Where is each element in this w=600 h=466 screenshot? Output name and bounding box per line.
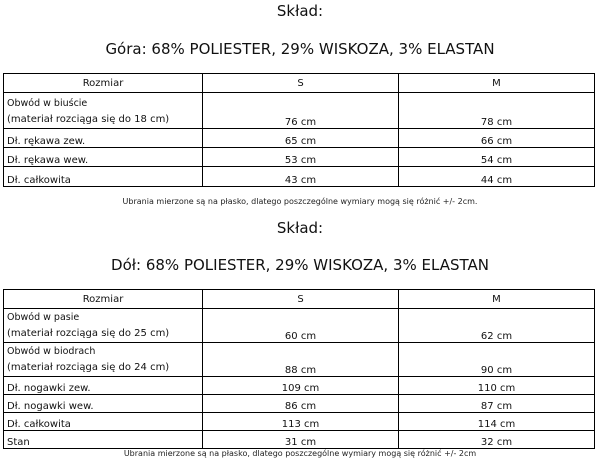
top-section-heading: Skład: xyxy=(276,2,324,20)
row-label: Dł. nogawki zew. xyxy=(4,377,203,395)
header-size-label: Rozmiar xyxy=(4,290,203,309)
value-s: 65 cm xyxy=(203,129,399,148)
row-label: Dł. rękawa wew. xyxy=(4,148,203,167)
row-label: Stan xyxy=(4,431,203,449)
row-label: Dł. rękawa zew. xyxy=(4,129,203,148)
row-label: Dł. całkowita xyxy=(4,167,203,187)
top-size-table xyxy=(3,73,595,187)
value-m: 114 cm xyxy=(399,413,595,431)
bottom-section-heading: Skład: xyxy=(276,219,324,237)
row-label: Dł. całkowita xyxy=(4,413,203,431)
value-m: 87 cm xyxy=(399,395,595,413)
table-row xyxy=(4,395,595,413)
row-label-line2: (materiał rozciąga się do 18 cm) xyxy=(7,114,170,125)
row-label xyxy=(4,343,203,377)
value-m: 44 cm xyxy=(399,167,595,187)
value-s: 60 cm xyxy=(203,309,399,343)
table-row xyxy=(4,377,595,395)
top-measurement-note: Ubrania mierzone są na płasko, dlatego poszczególne wymiary mogą się różnić +/- 2cm. xyxy=(122,197,478,206)
header-size-label: Rozmiar xyxy=(4,74,203,93)
value-m: 90 cm xyxy=(399,343,595,377)
value-s: 88 cm xyxy=(203,343,399,377)
value-s: 53 cm xyxy=(203,148,399,167)
value-s: 113 cm xyxy=(203,413,399,431)
top-composition: Góra: 68% POLIESTER, 29% WISKOZA, 3% ELASTAN xyxy=(105,40,495,58)
value-s: 76 cm xyxy=(203,93,399,129)
value-s: 86 cm xyxy=(203,395,399,413)
table-row xyxy=(4,167,595,187)
row-label-line1: Obwód w biodrach xyxy=(7,346,96,357)
bottom-size-table xyxy=(3,289,595,449)
table-header-row xyxy=(4,290,595,309)
table-row xyxy=(4,309,595,343)
table-row xyxy=(4,431,595,449)
value-s: 31 cm xyxy=(203,431,399,449)
row-label-line1: Obwód w biuście xyxy=(7,98,88,109)
table-row xyxy=(4,93,595,129)
row-label-line1: Obwód w pasie xyxy=(7,312,80,323)
bottom-measurement-note: Ubrania mierzone są na płasko, dlatego poszczególne wymiary mogą się różnić +/- 2cm xyxy=(123,449,477,458)
table-row xyxy=(4,413,595,431)
table-header-row xyxy=(4,74,595,93)
value-m: 66 cm xyxy=(399,129,595,148)
value-m: 32 cm xyxy=(399,431,595,449)
row-label xyxy=(4,309,203,343)
row-label: Dł. nogawki wew. xyxy=(4,395,203,413)
value-m: 62 cm xyxy=(399,309,595,343)
value-m: 78 cm xyxy=(399,93,595,129)
header-size-m: M xyxy=(399,74,595,93)
value-s: 109 cm xyxy=(203,377,399,395)
bottom-composition: Dół: 68% POLIESTER, 29% WISKOZA, 3% ELASTAN xyxy=(111,256,489,274)
header-size-m: M xyxy=(399,290,595,309)
value-m: 110 cm xyxy=(399,377,595,395)
value-s: 43 cm xyxy=(203,167,399,187)
table-row xyxy=(4,343,595,377)
row-label xyxy=(4,93,203,129)
table-row xyxy=(4,148,595,167)
value-m: 54 cm xyxy=(399,148,595,167)
table-row xyxy=(4,129,595,148)
row-label-line2: (materiał rozciąga się do 24 cm) xyxy=(7,362,170,373)
header-size-s: S xyxy=(203,74,399,93)
header-size-s: S xyxy=(203,290,399,309)
row-label-line2: (materiał rozciąga się do 25 cm) xyxy=(7,328,170,339)
